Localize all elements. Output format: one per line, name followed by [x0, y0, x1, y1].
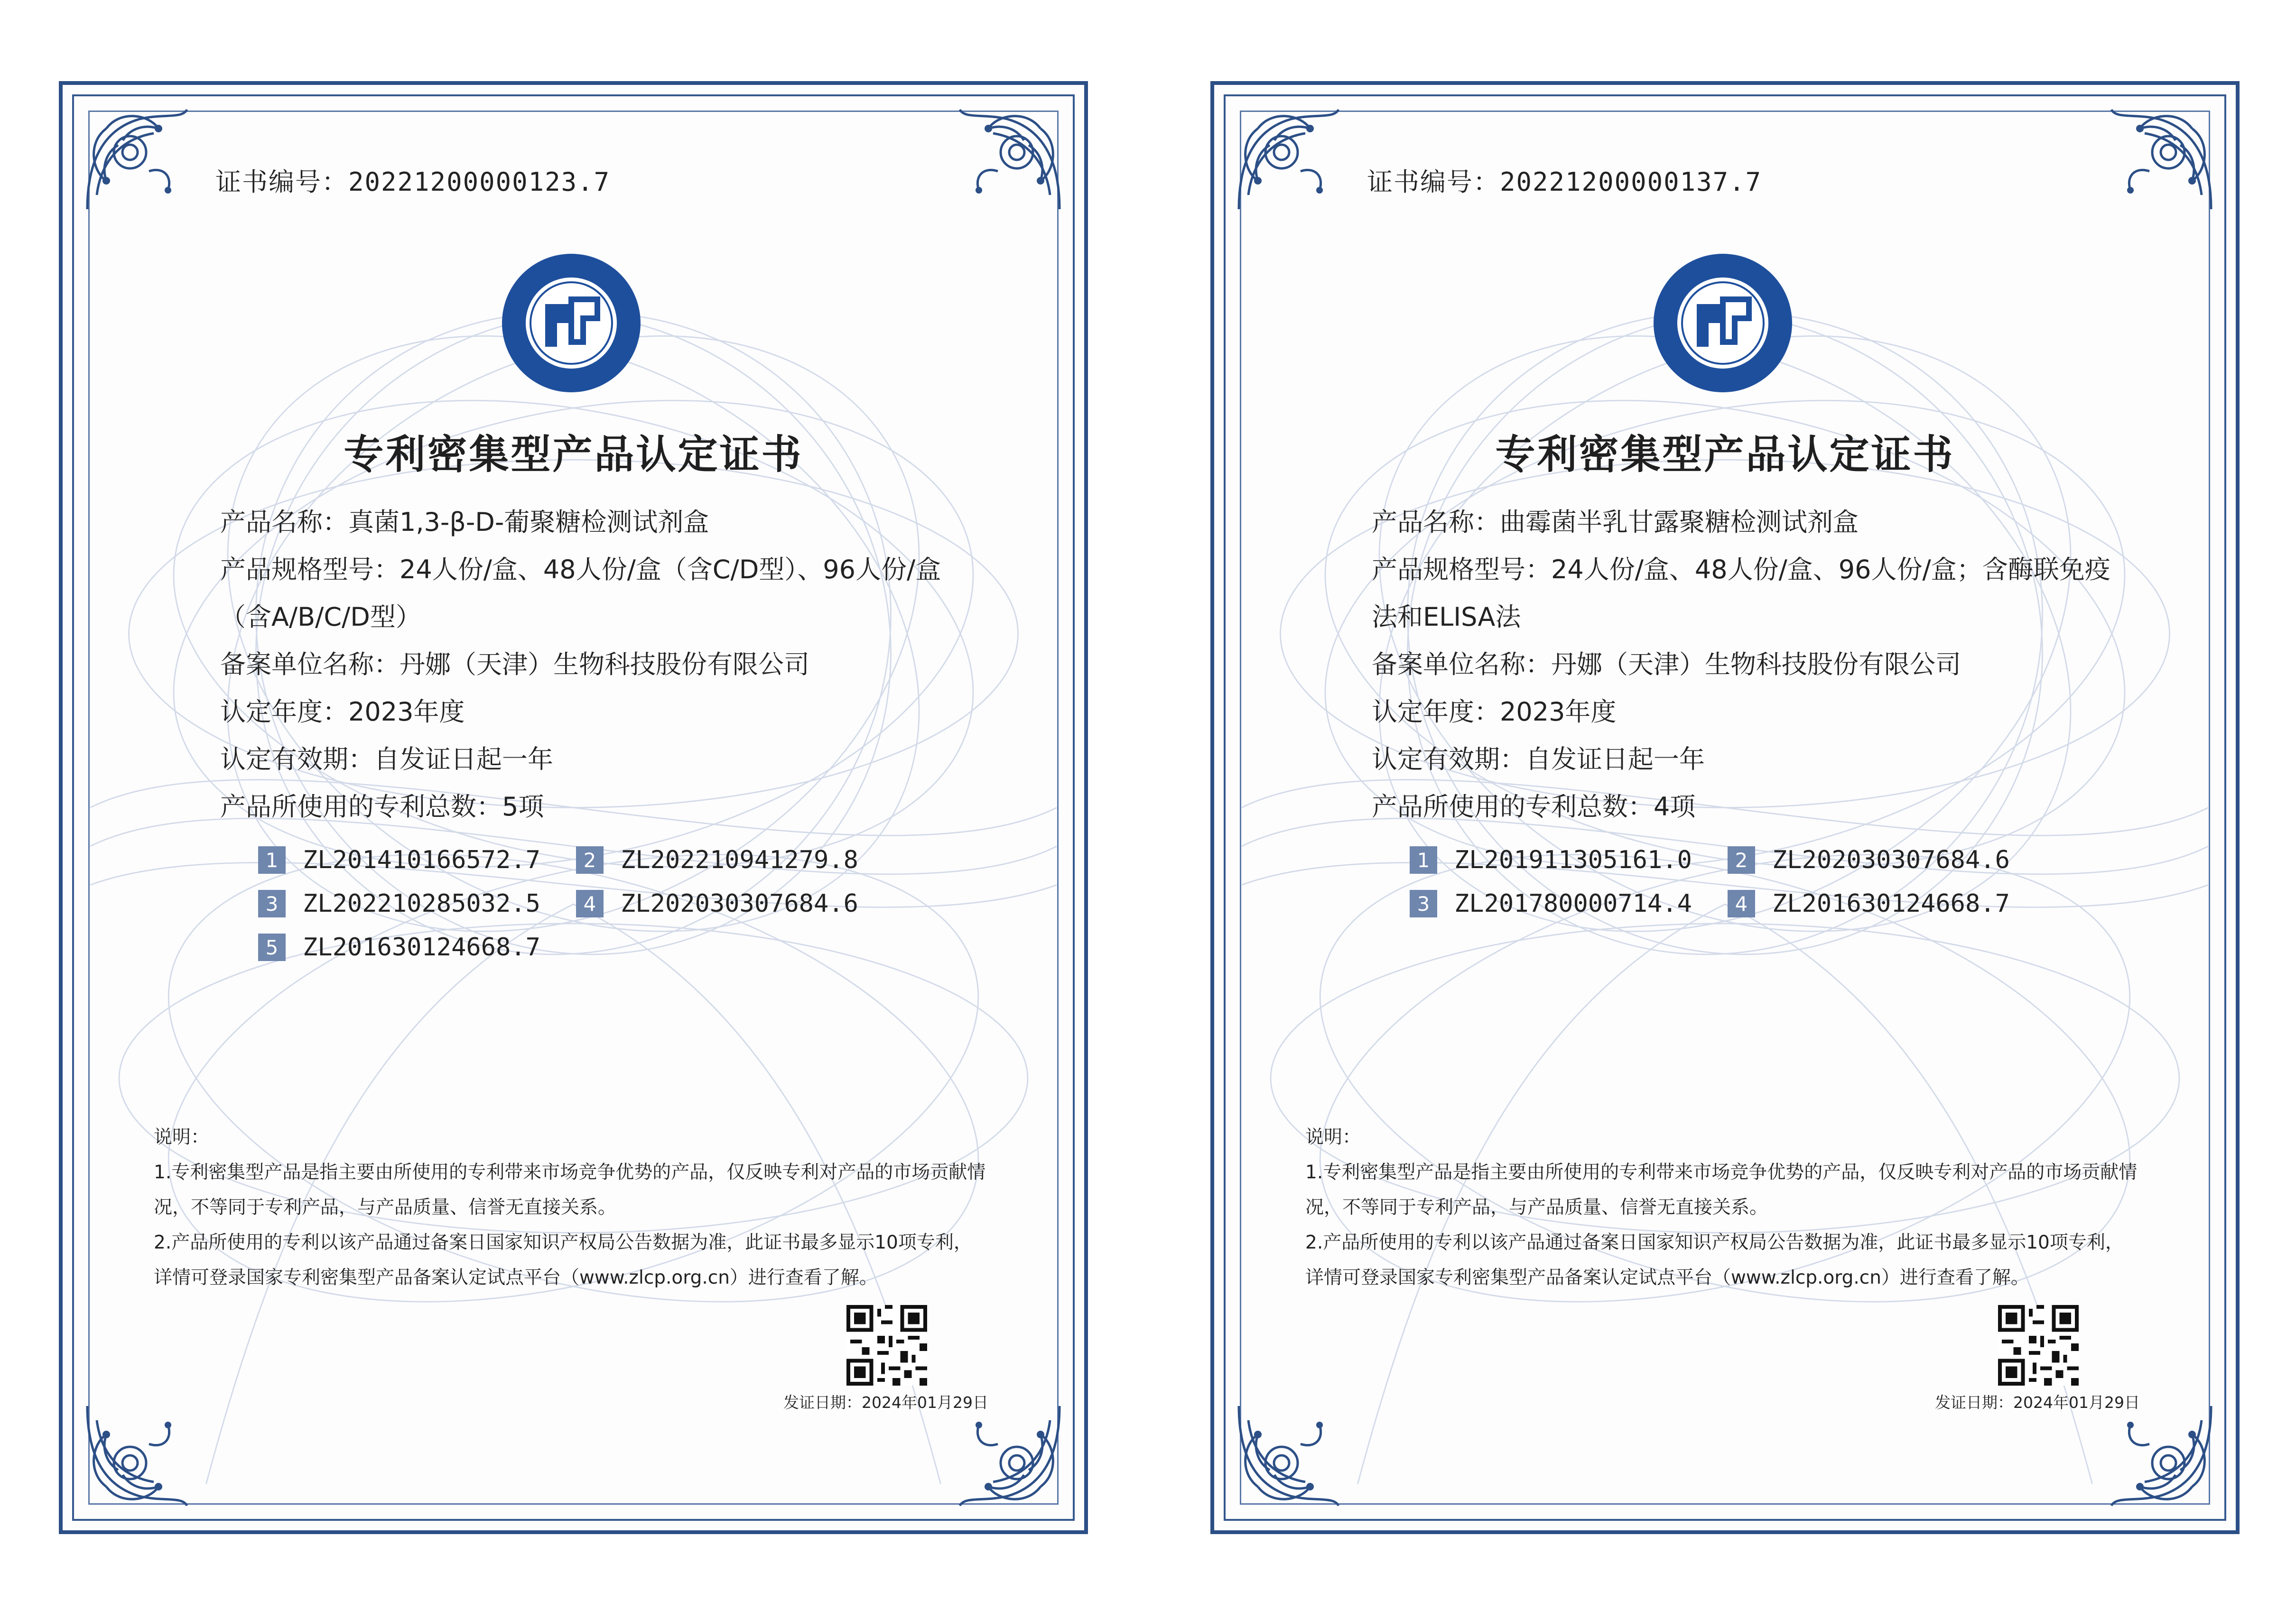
certificate-number-label: 证书编号： — [215, 167, 348, 197]
patent-item — [576, 845, 894, 875]
patent-item — [1410, 845, 1728, 875]
patent-id: ZL202030307684.6 — [1772, 846, 2010, 874]
notes-section — [1305, 1120, 2140, 1295]
patent-number-badge: 1 — [1410, 846, 1437, 874]
certificate-2 — [1210, 81, 2240, 1534]
corner-ornament-icon — [1229, 1401, 1343, 1515]
notes-title: 说明： — [154, 1127, 210, 1148]
qr-code-icon[interactable] — [846, 1305, 927, 1386]
certificate-fields — [220, 499, 984, 831]
notes-section — [154, 1120, 989, 1295]
certificate-number-value: 20221200000137.7 — [1500, 167, 1762, 197]
patent-id: ZL201780000714.4 — [1454, 889, 1692, 918]
corner-ornament-icon — [955, 100, 1069, 214]
patent-id: ZL201630124668.7 — [303, 933, 540, 962]
note-1: 1.专利密集型产品是指主要由所使用的专利带来市场竞争优势的产品，仅反映专利对产品的市场贡献情况，不等同于专利产品，与产品质量、信誉无直接关系。 — [1305, 1162, 2138, 1218]
patent-number-badge: 4 — [576, 890, 604, 917]
patent-number-badge: 3 — [258, 890, 286, 917]
field-patent-count: 产品所使用的专利总数：5项 — [220, 792, 544, 822]
note-2: 2.产品所使用的专利以该产品通过备案日国家知识产权局公告数据为准，此证书最多显示10项专利，详情可登录国家专利密集型产品备案认定试点平台（www.zlcp.org.cn）进行查看了解。 — [1305, 1232, 2124, 1288]
patent-number-badge: 1 — [258, 846, 286, 874]
issue-date: 发证日期：2024年01月29日 — [783, 1393, 988, 1412]
patent-number-badge: 5 — [258, 934, 286, 961]
patent-id: ZL202210941279.8 — [621, 846, 858, 874]
certificate-title: 专利密集型产品认定证书 — [1495, 431, 1955, 478]
patent-item — [1728, 845, 2045, 875]
corner-ornament-icon — [1229, 100, 1343, 214]
patent-item — [1410, 888, 1728, 919]
certificate-number — [1367, 162, 1762, 198]
patent-item — [258, 932, 576, 962]
patent-item — [258, 845, 576, 875]
field-validity: 认定有效期：自发证日起一年 — [1372, 744, 1705, 774]
field-filing-unit: 备案单位名称：丹娜（天津）生物科技股份有限公司 — [1372, 649, 1961, 679]
patent-item — [576, 888, 894, 919]
field-validity: 认定有效期：自发证日起一年 — [220, 744, 553, 774]
qr-code-icon[interactable] — [1998, 1305, 2079, 1386]
patent-intensive-products-emblem-icon — [1652, 252, 1794, 394]
certificate-number-label: 证书编号： — [1367, 167, 1500, 197]
notes-title: 说明： — [1305, 1127, 1361, 1148]
field-product-spec: 产品规格型号：24人份/盒、48人份/盒、96人份/盒；含酶联免疫法和ELISA法 — [1372, 555, 2110, 632]
corner-ornament-icon — [78, 1401, 192, 1515]
patent-number-badge: 2 — [576, 846, 604, 874]
issue-date: 发证日期：2024年01月29日 — [1935, 1393, 2140, 1412]
patent-item — [258, 888, 576, 919]
patent-id: ZL202030307684.6 — [621, 889, 858, 918]
field-patent-count: 产品所使用的专利总数：4项 — [1372, 792, 1696, 822]
patent-id: ZL201630124668.7 — [1772, 889, 2010, 918]
note-1: 1.专利密集型产品是指主要由所使用的专利带来市场竞争优势的产品，仅反映专利对产品的市场贡献情况，不等同于专利产品，与产品质量、信誉无直接关系。 — [154, 1162, 986, 1218]
patent-number-badge: 4 — [1728, 890, 1755, 917]
patent-id: ZL202210285032.5 — [303, 889, 540, 918]
field-product-name: 产品名称：真菌1,3-β-D-葡聚糖检测试剂盒 — [220, 507, 709, 537]
certificate-1 — [59, 81, 1088, 1534]
certificate-number — [215, 162, 610, 198]
patent-intensive-products-emblem-icon — [500, 252, 642, 394]
certificate-number-value: 20221200000123.7 — [348, 167, 611, 197]
patent-item — [1728, 888, 2045, 919]
certificate-title: 专利密集型产品认定证书 — [344, 431, 803, 478]
corner-ornament-icon — [2107, 1401, 2221, 1515]
field-product-name: 产品名称：曲霉菌半乳甘露聚糖检测试剂盒 — [1372, 507, 1859, 537]
field-product-spec: 产品规格型号：24人份/盒、48人份/盒（含C/D型）、96人份/盒（含A/B/C/D型） — [220, 555, 941, 632]
patent-id: ZL201911305161.0 — [1454, 846, 1692, 874]
patent-list — [258, 845, 922, 962]
field-year: 认定年度：2023年度 — [1372, 697, 1617, 727]
patent-number-badge: 3 — [1410, 890, 1437, 917]
field-filing-unit: 备案单位名称：丹娜（天津）生物科技股份有限公司 — [220, 649, 809, 679]
corner-ornament-icon — [955, 1401, 1069, 1515]
field-year: 认定年度：2023年度 — [220, 697, 465, 727]
corner-ornament-icon — [2107, 100, 2221, 214]
note-2: 2.产品所使用的专利以该产品通过备案日国家知识产权局公告数据为准，此证书最多显示10项专利，详情可登录国家专利密集型产品备案认定试点平台（www.zlcp.org.cn）进行查看了解。 — [154, 1232, 972, 1288]
patent-number-badge: 2 — [1728, 846, 1755, 874]
corner-ornament-icon — [78, 100, 192, 214]
certificate-fields — [1372, 499, 2135, 831]
patent-id: ZL201410166572.7 — [303, 846, 540, 874]
patent-list — [1410, 845, 2074, 919]
